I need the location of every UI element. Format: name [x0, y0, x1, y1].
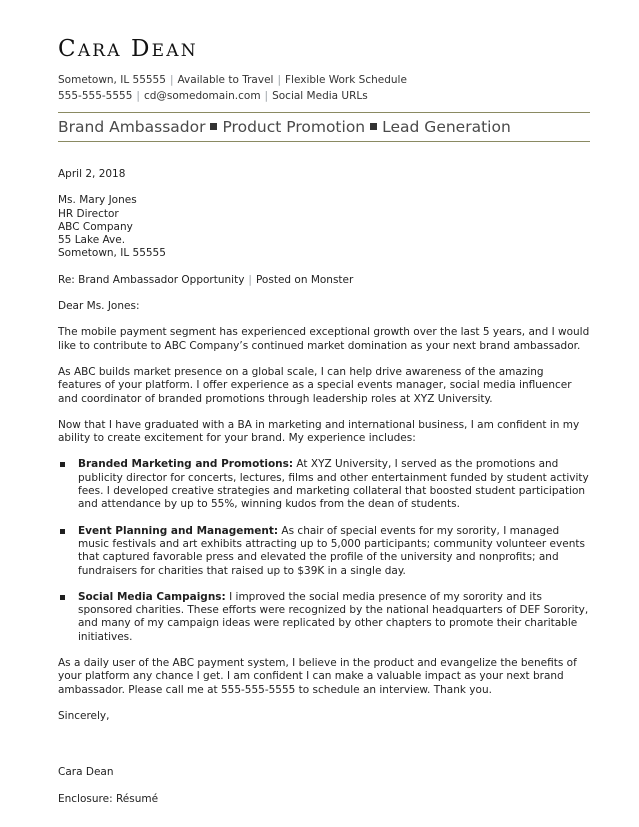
- list-item: [58, 525, 590, 578]
- list-item-lead: Event Planning and Management:: [78, 524, 279, 537]
- square-bullet-icon: [210, 123, 217, 130]
- list-item-text: I improved the social media presence of my sorority and its sponsored charities. These efforts were recognized by the national headquarters of DEF Sorority, and many of my campaign ideas were replicated by other chapters to promote their charitable initiatives.: [78, 590, 589, 643]
- letter-date: April 2, 2018: [58, 168, 126, 180]
- header-rule-bottom: [58, 141, 590, 142]
- square-bullet-icon: [370, 123, 377, 130]
- separator: |: [277, 74, 281, 86]
- separator: |: [136, 90, 140, 102]
- headline: [58, 113, 589, 141]
- signature-name: Cara Dean: [58, 766, 114, 779]
- applicant-name: [58, 36, 589, 64]
- list-item: [58, 458, 590, 511]
- square-bullet-icon: [60, 529, 65, 534]
- paragraph-3: Now that I have graduated with a BA in marketing and international business, I am confident in my ability to create excitement for your brand. My experience includes:: [58, 418, 580, 445]
- list-item-lead: Social Media Campaigns:: [78, 590, 226, 603]
- headline-item: Brand Ambassador: [58, 118, 206, 136]
- contact-social: Social Media URLs: [272, 90, 368, 102]
- separator: |: [264, 90, 269, 102]
- applicant-name-text: CARA DEAN: [58, 36, 198, 62]
- list-item-text: As chair of special events for my sorority, I managed music festivals and art exhibits attracting up to 5,000 participants; community volunteer events that captured favorable press and elevated the profile of the university and nonprofits; and fundraisers for charities that raised up to $39K in a single day.: [78, 524, 585, 577]
- paragraph-2: As ABC builds market presence on a global scale, I can help drive awareness of the amazing features of your platform. I offer experience as a special events manager, social media influencer and coordinator of branded promotions through leadership roles at XYZ University.: [58, 365, 572, 405]
- recipient-street: 55 Lake Ave.: [58, 234, 126, 247]
- contact-schedule: Flexible Work Schedule: [285, 74, 407, 86]
- subject-line: [58, 274, 590, 287]
- separator: |: [248, 273, 252, 286]
- recipient-city: Sometown, IL 55555: [58, 247, 166, 260]
- subject-source: Posted on Monster: [255, 273, 354, 286]
- contact-line-1: [58, 72, 589, 88]
- contact-line-2: [58, 88, 589, 104]
- square-bullet-icon: [60, 462, 65, 467]
- enclosure: Enclosure: Résumé: [58, 792, 159, 805]
- contact-travel: Available to Travel: [177, 74, 274, 86]
- headline-item: Product Promotion: [222, 118, 366, 136]
- contact-location: Sometown, IL 55555: [58, 74, 166, 86]
- square-bullet-icon: [60, 595, 65, 600]
- closing: Sincerely,: [58, 709, 110, 722]
- headline-item: Lead Generation: [382, 118, 511, 136]
- recipient-name: Ms. Mary Jones: [58, 194, 137, 207]
- paragraph-1: The mobile payment segment has experienced exceptional growth over the last 5 years, and I would like to contribute to ABC Company’s continued market domination as your next brand ambassador.: [58, 326, 590, 352]
- list-item-lead: Branded Marketing and Promotions:: [78, 458, 294, 471]
- subject-text: Re: Brand Ambassador Opportunity: [58, 273, 245, 286]
- list-item: [58, 591, 590, 644]
- contact-email: cd@somedomain.com: [143, 90, 261, 102]
- list-item-text: At XYZ University, I served as the promotions and publicity director for concerts, lectures, films and other entertainment funded by student activity fees. I developed creative strategies and marketing collateral that boosted student participation and attendance by up to 55%, winning kudos from the dean of students.: [78, 458, 589, 511]
- signature-space: [58, 736, 590, 766]
- experience-list: [58, 458, 590, 644]
- recipient-address: [58, 194, 590, 260]
- separator: |: [169, 74, 174, 86]
- recipient-title: HR Director: [58, 207, 119, 220]
- paragraph-4: As a daily user of the ABC payment system, I believe in the product and evangelize the benefits of your platform any chance I get. I am confident I can make a valuable impact as your next brand ambassador. Please call me at 555-555-5555 to schedule an interview. Thank you.: [58, 657, 577, 696]
- letter-body: [58, 168, 590, 806]
- recipient-company: ABC Company: [58, 220, 133, 233]
- contact-phone: 555-555-5555: [58, 90, 133, 102]
- salutation: Dear Ms. Jones:: [58, 300, 140, 313]
